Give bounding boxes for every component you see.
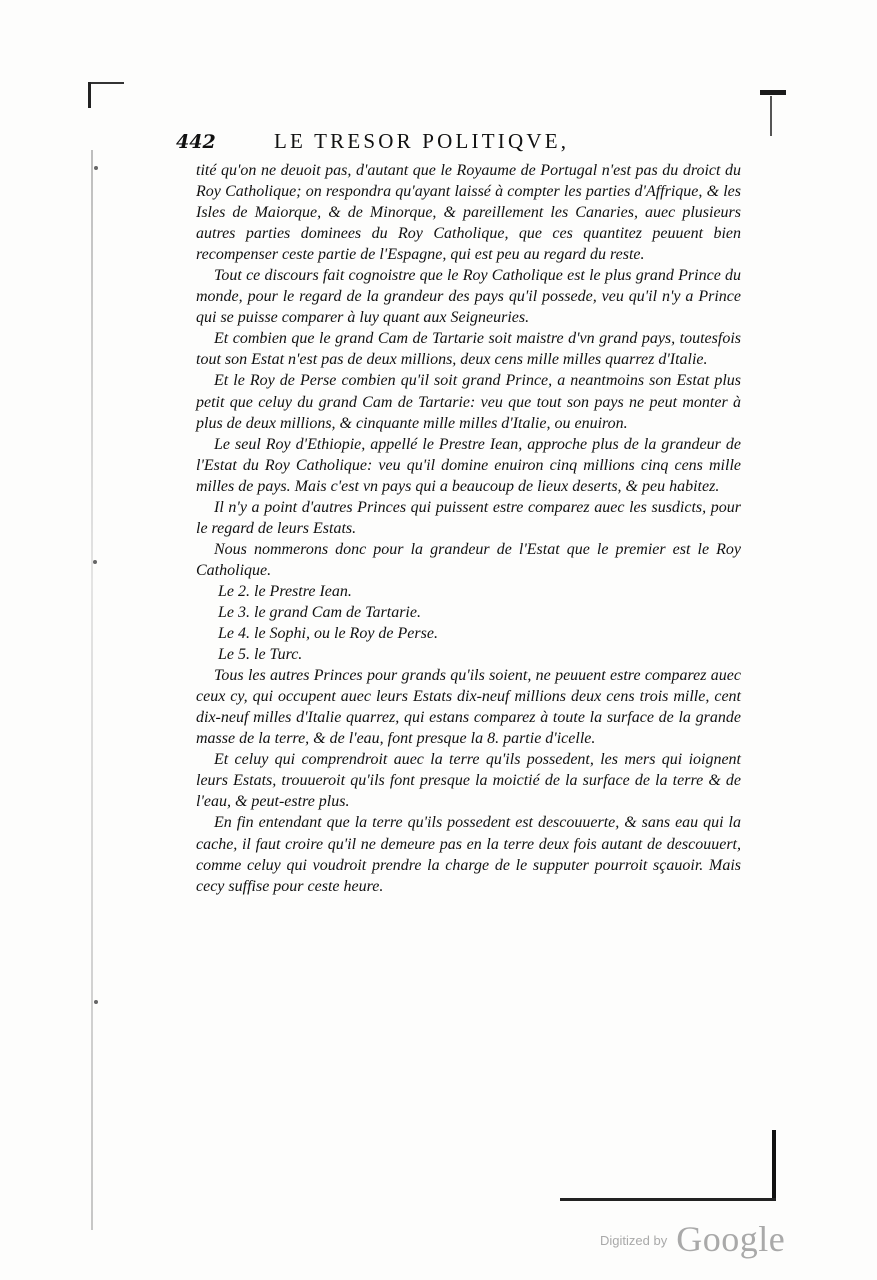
page-gutter-shadow xyxy=(91,150,93,1230)
paragraph: Et combien que le grand Cam de Tartarie soit maistre d'vn grand pays, toutesfois tout son Estat n'est pas de deux millions, deux cens mille milles quarrez d'Italie. xyxy=(196,330,741,369)
paragraph: Nous nommerons donc pour la grandeur de l'Estat que le premier est le Roy Catholique. xyxy=(196,540,741,579)
paragraph: Et celuy qui comprendroit auec la terre qu'ils possedent, les mers qui ioignent leurs Estats, trouueroit qu'ils font presque la moictié de la surface de la terre & de l'eau, & peut-estre plus. xyxy=(196,751,741,811)
scan-speck xyxy=(94,1000,98,1004)
scan-speck xyxy=(93,560,97,564)
paragraph: Tout ce discours fait cognoistre que le Roy Catholique est le plus grand Prince du monde, pour le regard de la grandeur des pays qu'il possede, veu qu'il n'y a Prince qui se puisse comparer à luy quant aux Seigneuries. xyxy=(196,267,741,327)
body-text xyxy=(196,160,741,897)
ranking-item: Le 4. le Sophi, ou le Roy de Perse. xyxy=(218,625,438,643)
paragraph: tité qu'on ne deuoit pas, d'autant que le Royaume de Portugal n'est pas du droict du Roy Catholique; on respondra qu'ayant laissé à compter les parties d'Affrique, & les Isles de Maiorque, & de Minorque, & pareillement les Canaries, auec plusieurs autres parties dominees du Roy Catholique, que ces quantitez peuuent bien recompenser ceste partie de l'Espagne, qui est peu au regard du reste. xyxy=(196,162,741,264)
watermark-prefix: Digitized by xyxy=(600,1233,668,1248)
paragraph: Le seul Roy d'Ethiopie, appellé le Prestre Iean, approche plus de la grandeur de l'Estat du Roy Catholique: veu qu'il domine enuiron cinq millions cinq cens mille milles de pays. Mais c'est vn pays qui a beaucoup de lieux deserts, & peu habitez. xyxy=(196,435,741,495)
ranking-item: Le 3. le grand Cam de Tartarie. xyxy=(218,603,421,621)
scan-speck xyxy=(94,166,98,170)
page-header xyxy=(176,129,756,157)
paragraph: Tous les autres Princes pour grands qu'ils soient, ne peuuent estre comparez auec ceux cy, qui occupent auec leurs Estats dix-neuf millions deux cens trois mille, cent dix-neuf milles d'Italie quarrez, qui estans comparez à toute la surface de la grande masse de la terre, & de l'eau, font presque la 8. partie d'icelle. xyxy=(196,667,741,748)
scan-edge-mark xyxy=(88,82,124,84)
running-title: LE TRESOR POLITIQVE, xyxy=(274,129,570,153)
paragraph: Il n'y a point d'autres Princes qui puissent estre comparez auec les susdicts, pour le regard de leurs Estats. xyxy=(196,498,741,537)
ranking-item: Le 2. le Prestre Iean. xyxy=(218,582,352,600)
scan-edge-mark xyxy=(560,1198,776,1201)
digitized-watermark xyxy=(600,1218,785,1260)
paragraph: En fin entendant que la terre qu'ils possedent est descouuerte, & sans eau qui la cache, il faut croire qu'il ne demeure pas en la terre deux fois autant de descouuert, comme celuy qui voudroit prendre la charge de le supputer pourroit sçauoir. Mais cecy suffise pour ceste heure. xyxy=(196,814,741,895)
scan-edge-mark xyxy=(88,82,91,108)
paragraph: Et le Roy de Perse combien qu'il soit grand Prince, a neantmoins son Estat plus petit que celuy du grand Cam de Tartarie: veu que tout son pays ne peut monter à plus de deux millions, & cinquante mille milles d'Italie, ou enuiron. xyxy=(196,372,741,432)
page-number: 442 xyxy=(176,131,216,153)
ranking-item: Le 5. le Turc. xyxy=(218,646,303,664)
scan-edge-mark xyxy=(770,96,772,136)
scan-edge-mark xyxy=(772,1130,776,1200)
google-logo: Google xyxy=(676,1219,786,1259)
scan-edge-mark xyxy=(760,90,786,95)
